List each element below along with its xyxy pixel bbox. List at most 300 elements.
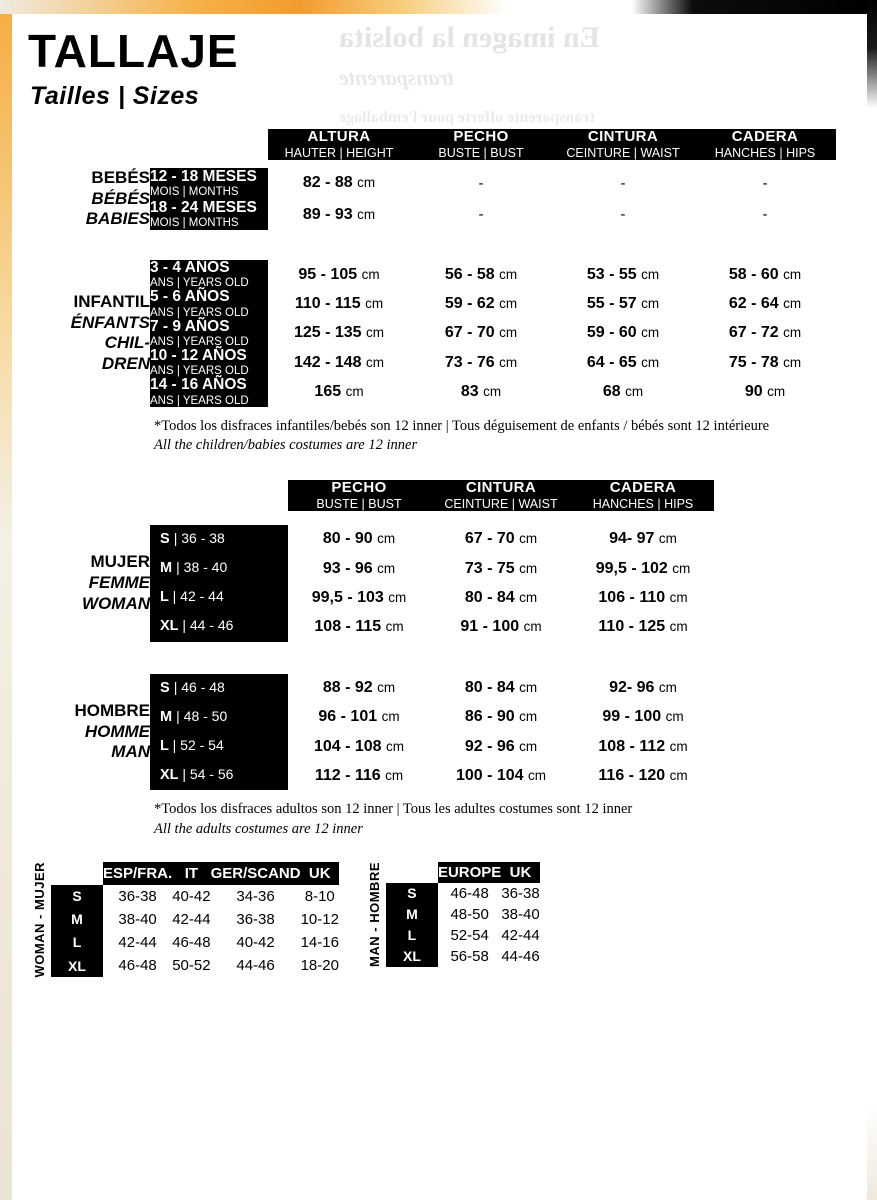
conv-value: 48-50 — [450, 905, 489, 923]
size-secondary: MOIS | MONTHS — [150, 186, 239, 199]
unit: cm — [385, 767, 404, 783]
value: 67 - 70 — [464, 530, 515, 548]
unit: cm — [669, 618, 688, 634]
spacer — [28, 480, 150, 511]
table-row — [28, 289, 836, 318]
spacer — [51, 862, 103, 885]
spacer — [28, 129, 150, 160]
value: 80 - 84 — [464, 679, 515, 697]
unit: cm — [381, 709, 400, 725]
size-cell — [150, 732, 288, 761]
unit: cm — [377, 680, 396, 696]
conv-value: 46-48 — [450, 884, 489, 902]
value-cintura — [430, 732, 572, 761]
value-cadera — [694, 289, 836, 318]
value-cintura — [430, 554, 572, 583]
conv-size-m: M — [51, 908, 103, 931]
conversion-table-woman — [28, 862, 339, 978]
header-title: CINTURA — [587, 128, 659, 145]
conv-value: 40-42 — [172, 887, 211, 905]
conv-value: 36-38 — [501, 884, 540, 902]
value: 62 - 64 — [728, 295, 779, 313]
conv-header-uk: UK — [501, 862, 539, 883]
conv-value: 46-48 — [118, 957, 157, 975]
size-primary: 18 - 24 MESES — [150, 198, 257, 216]
value: 73 - 75 — [464, 559, 515, 577]
size-cell — [150, 377, 268, 406]
unit: cm — [483, 384, 502, 400]
conv-header-it: IT — [172, 862, 210, 885]
spacer — [386, 862, 438, 883]
unit: cm — [523, 618, 542, 634]
value-cadera — [572, 732, 714, 761]
value: 86 - 90 — [464, 708, 515, 726]
column-header-pecho — [410, 129, 552, 160]
value-cintura: - — [620, 174, 626, 192]
conv-size-xl: XL — [386, 946, 438, 967]
value: 75 - 78 — [728, 353, 779, 371]
value: 110 - 125 — [598, 617, 666, 635]
conv-value: 34-36 — [236, 887, 275, 905]
group-label-woman — [28, 525, 150, 642]
size-primary — [160, 767, 278, 783]
man-conversion-grid — [386, 862, 540, 967]
value: 58 - 60 — [728, 265, 779, 283]
unit: cm — [357, 175, 376, 191]
unit: cm — [366, 325, 385, 341]
conversion-vertical-label-man: MAN - HOMBRE — [366, 861, 382, 967]
size-primary — [160, 738, 278, 754]
unit: cm — [519, 531, 538, 547]
size-number: | 46 - 48 — [173, 678, 225, 695]
unit: cm — [783, 325, 802, 341]
children-note — [154, 417, 867, 456]
header-title: ALTURA — [307, 128, 371, 145]
size-cell — [150, 703, 288, 732]
value-cadera — [572, 525, 714, 554]
value-cadera — [572, 554, 714, 583]
value-altura — [268, 319, 410, 348]
conv-value: 56-58 — [450, 947, 489, 965]
size-number: | 42 - 44 — [172, 588, 224, 605]
group-label-en-2: DREN — [101, 354, 150, 374]
size-secondary: ANS | YEARS OLD — [150, 277, 249, 290]
unit: cm — [783, 354, 802, 370]
unit: cm — [388, 589, 407, 605]
header-subtitle: BUSTE | BUST — [316, 496, 402, 511]
column-header-cintura — [552, 129, 694, 160]
size-cell — [150, 199, 268, 230]
page-subtitle: Tailles | Sizes — [30, 82, 200, 110]
unit: cm — [345, 384, 364, 400]
size-primary: 3 - 4 AÑOS — [150, 259, 230, 277]
group-label-children — [28, 260, 150, 407]
group-label-en-1: CHIL- — [104, 333, 150, 353]
column-header-cadera — [694, 129, 836, 160]
value-pecho — [410, 348, 552, 377]
table-row — [28, 199, 836, 230]
value-cintura — [552, 289, 694, 318]
value-cadera — [694, 377, 836, 406]
size-number: | 52 - 54 — [172, 737, 224, 754]
conv-value: 42-44 — [501, 926, 540, 944]
conv-value: 46-48 — [172, 933, 211, 951]
conv-size-l: L — [51, 931, 103, 954]
value-altura — [268, 260, 410, 289]
conv-size-xl: XL — [51, 954, 103, 977]
spacer-row — [28, 230, 836, 260]
value-altura — [268, 199, 410, 230]
value: 100 - 104 — [455, 766, 524, 784]
header-subtitle: CEINTURE | WAIST — [444, 496, 558, 511]
scan-edge-top — [0, 0, 877, 14]
value: 59 - 60 — [586, 324, 637, 342]
size-letter: M — [160, 708, 173, 725]
value-cadera — [572, 583, 714, 612]
size-primary — [160, 618, 278, 634]
value: 165 — [314, 383, 342, 401]
value: 90 — [744, 383, 763, 401]
unit: cm — [672, 560, 691, 576]
unit: cm — [366, 354, 385, 370]
value: 91 - 100 — [460, 617, 520, 635]
value: 99 - 100 — [602, 708, 662, 726]
value: 64 - 65 — [586, 353, 637, 371]
conv-value: 44-46 — [501, 947, 540, 965]
value: 110 - 115 — [294, 295, 361, 313]
header-title: PECHO — [331, 478, 387, 496]
unit: cm — [767, 384, 786, 400]
conv-size-s: S — [386, 883, 438, 904]
value: 104 - 108 — [313, 737, 382, 755]
size-letter: XL — [160, 767, 179, 784]
unit: cm — [641, 325, 660, 341]
value-cadera: - — [762, 206, 768, 224]
conv-value: 42-44 — [118, 933, 157, 951]
unit: cm — [658, 680, 677, 696]
size-primary: 10 - 12 AÑOS — [150, 347, 247, 365]
unit: cm — [641, 354, 660, 370]
group-label-es: MUJER — [90, 552, 150, 572]
size-cell — [150, 612, 288, 641]
conv-size-m: M — [386, 904, 438, 925]
size-secondary: ANS | YEARS OLD — [150, 306, 249, 319]
unit: cm — [669, 589, 688, 605]
unit: cm — [783, 296, 802, 312]
value: 83 — [460, 383, 479, 401]
unit: cm — [519, 680, 538, 696]
value-pecho: - — [478, 206, 484, 224]
conv-value: 8-10 — [304, 887, 335, 905]
size-letter: S — [160, 530, 170, 547]
value-cintura — [552, 319, 694, 348]
conv-header-esp-fra: ESP/FRA. — [103, 862, 172, 885]
size-cell — [150, 525, 288, 554]
conv-value: 42-44 — [172, 910, 211, 928]
group-label-en: WOMAN — [82, 593, 150, 613]
conversion-tables — [28, 862, 867, 978]
unit: cm — [528, 767, 547, 783]
table-row — [386, 925, 540, 946]
column-header-altura — [268, 129, 410, 160]
size-number: | 36 - 38 — [173, 529, 225, 546]
bleed-line-1: En imagen la bolsita — [339, 21, 600, 54]
value: 96 - 101 — [318, 708, 378, 726]
value-pecho — [288, 674, 430, 703]
value-cadera — [694, 348, 836, 377]
size-cell — [150, 319, 268, 348]
header-title: CADERA — [609, 478, 677, 496]
scan-edge-left — [0, 14, 12, 1200]
size-letter: L — [160, 589, 169, 606]
value-cintura: - — [620, 206, 626, 224]
size-primary: 5 - 6 AÑOS — [150, 288, 230, 306]
table-row — [28, 348, 836, 377]
table-row — [51, 931, 339, 954]
unit: cm — [519, 589, 538, 605]
note-line-1: *Todos los disfraces infantiles/bebés son 12 inner | Tous déguisement de enfants / bébés sont 12 intérieure — [154, 417, 770, 434]
group-label-es: INFANTIL — [73, 291, 150, 311]
value: 142 - 148 — [293, 353, 362, 371]
conv-value: 50-52 — [172, 957, 211, 975]
header-subtitle: HANCHES | HIPS — [714, 145, 816, 160]
table-row — [386, 946, 540, 967]
value: 125 - 135 — [293, 324, 362, 342]
conv-value: 14-16 — [300, 933, 339, 951]
unit: cm — [365, 296, 384, 312]
value-pecho: - — [478, 174, 484, 192]
value: 99,5 - 102 — [595, 559, 668, 577]
value-pecho — [288, 525, 430, 554]
children-size-table — [28, 129, 836, 407]
conv-header-uk: UK — [301, 862, 339, 885]
header-subtitle: BUSTE | BUST — [438, 145, 524, 160]
value-cintura — [430, 761, 572, 790]
conv-value: 18-20 — [300, 957, 339, 975]
bleed-line-3: transparente offerte pour l'emballage — [339, 109, 595, 126]
conversion-vertical-label-woman: WOMAN - MUJER — [32, 861, 47, 978]
table-row — [386, 883, 540, 904]
unit: cm — [499, 354, 518, 370]
conv-value: 52-54 — [450, 926, 489, 944]
value-pecho — [410, 289, 552, 318]
column-header-pecho — [288, 480, 430, 511]
unit: cm — [519, 560, 538, 576]
unit: cm — [357, 206, 376, 222]
size-cell — [150, 554, 288, 583]
header-title: CADERA — [731, 128, 799, 145]
unit: cm — [499, 325, 518, 341]
value: 93 - 96 — [322, 559, 373, 577]
size-cell — [150, 348, 268, 377]
unit: cm — [625, 384, 644, 400]
document-content — [12, 14, 867, 977]
table-row — [386, 862, 540, 883]
value-cintura — [430, 703, 572, 732]
size-number: | 38 - 40 — [176, 558, 228, 575]
value: 106 - 110 — [598, 588, 666, 606]
note-line-1: *Todos los disfraces adultos son 12 inner | Tous les adultes costumes sont 12 inner — [154, 801, 633, 818]
column-header-cadera — [572, 480, 714, 511]
size-secondary: ANS | YEARS OLD — [150, 394, 249, 407]
unit: cm — [669, 738, 688, 754]
value-altura — [268, 168, 410, 199]
size-cell — [150, 168, 268, 199]
value: 108 - 115 — [314, 617, 382, 635]
group-label-en: BABIES — [85, 209, 150, 229]
group-label-en: MAN — [111, 742, 150, 762]
conversion-table-man — [363, 862, 540, 967]
size-cell — [150, 761, 288, 790]
conv-header-ger-scand: GER/SCAND — [211, 862, 301, 885]
value-cintura — [552, 260, 694, 289]
value-pecho — [288, 612, 430, 641]
size-cell — [150, 260, 268, 289]
value-altura — [268, 377, 410, 406]
size-cell — [150, 674, 288, 703]
column-header-cintura — [430, 480, 572, 511]
value: 67 - 72 — [728, 324, 779, 342]
value-pecho — [410, 260, 552, 289]
size-secondary: ANS | YEARS OLD — [150, 336, 249, 348]
conv-value: 10-12 — [300, 910, 339, 928]
header-subtitle: HANCHES | HIPS — [592, 496, 694, 511]
conv-value: 38-40 — [118, 910, 157, 928]
value-cadera — [572, 674, 714, 703]
value-cadera — [694, 260, 836, 289]
size-letter: L — [160, 738, 169, 755]
size-number: | 48 - 50 — [176, 707, 228, 724]
spacer-row — [28, 160, 836, 168]
unit: cm — [658, 531, 677, 547]
size-primary: 14 - 16 AÑOS — [150, 376, 247, 394]
value-cadera — [572, 761, 714, 790]
unit: cm — [519, 709, 538, 725]
spacer-row — [28, 511, 714, 525]
conv-value: 36-38 — [236, 910, 275, 928]
value-pecho — [288, 583, 430, 612]
spacer-row — [28, 642, 714, 674]
size-secondary: MOIS | MONTHS — [150, 217, 239, 230]
note-line-2: All the children/babies costumes are 12 inner — [154, 437, 418, 454]
unit: cm — [386, 738, 405, 754]
value: 89 - 93 — [302, 205, 353, 223]
header-subtitle: CEINTURE | WAIST — [566, 145, 680, 160]
group-label-fr: ÉNFANTS — [70, 312, 150, 332]
conv-size-s: S — [51, 885, 103, 908]
size-cell — [150, 289, 268, 318]
table-row — [386, 904, 540, 925]
value-pecho — [288, 732, 430, 761]
value-cadera: - — [762, 174, 768, 192]
size-primary — [160, 531, 278, 547]
value-cadera — [572, 612, 714, 641]
value: 68 — [602, 383, 621, 401]
children-header-row — [28, 129, 836, 160]
conv-header-europe: EUROPE — [437, 863, 502, 881]
value-altura — [268, 348, 410, 377]
unit: cm — [641, 266, 660, 282]
value-cadera — [694, 319, 836, 348]
adult-note — [154, 800, 867, 839]
spacer — [150, 129, 268, 160]
value: 95 - 105 — [298, 265, 358, 283]
table-row — [28, 525, 714, 554]
group-label-fr: HOMME — [84, 721, 150, 741]
value: 56 - 58 — [444, 265, 495, 283]
unit: cm — [499, 266, 518, 282]
size-secondary: ANS | YEARS OLD — [150, 365, 249, 378]
value: 59 - 62 — [444, 295, 495, 313]
value-cintura — [430, 583, 572, 612]
size-letter: M — [160, 559, 173, 576]
page-title: TALLAJE — [28, 25, 239, 77]
table-row — [51, 862, 339, 885]
size-primary: 12 - 18 MESES — [150, 167, 257, 185]
value: 82 - 88 — [302, 174, 353, 192]
group-label-es: HOMBRE — [74, 700, 150, 720]
value: 94- 97 — [609, 530, 655, 548]
size-primary — [160, 680, 278, 696]
value: 80 - 90 — [322, 530, 373, 548]
value-pecho — [410, 319, 552, 348]
size-number: | 54 - 56 — [182, 766, 234, 783]
unit: cm — [783, 266, 802, 282]
value: 92- 96 — [609, 679, 655, 697]
value: 99,5 - 103 — [311, 588, 384, 606]
table-row — [28, 674, 714, 703]
header-subtitle: HAUTER | HEIGHT — [284, 145, 394, 160]
value-pecho — [288, 761, 430, 790]
table-row — [28, 377, 836, 406]
unit: cm — [499, 296, 518, 312]
unit: cm — [385, 618, 404, 634]
value-pecho — [288, 554, 430, 583]
unit: cm — [669, 767, 688, 783]
table-row — [51, 954, 339, 977]
size-primary — [160, 560, 278, 576]
size-primary — [160, 589, 278, 605]
unit: cm — [665, 709, 684, 725]
adult-header-row — [28, 480, 714, 511]
value: 108 - 112 — [598, 737, 666, 755]
unit: cm — [519, 738, 538, 754]
spacer — [150, 480, 288, 511]
value: 55 - 57 — [586, 295, 637, 313]
size-number: | 44 - 46 — [182, 617, 234, 634]
value: 116 - 120 — [598, 766, 666, 784]
value: 67 - 70 — [444, 324, 495, 342]
value-cintura — [430, 674, 572, 703]
conv-value: 36-38 — [118, 887, 157, 905]
group-label-babies — [28, 168, 150, 230]
table-row — [51, 885, 339, 908]
header-title: CINTURA — [465, 478, 537, 496]
value-altura — [268, 289, 410, 318]
woman-conversion-grid — [51, 862, 339, 978]
value-pecho — [288, 703, 430, 732]
size-letter: XL — [160, 618, 179, 635]
table-row — [28, 319, 836, 348]
conv-size-l: L — [386, 925, 438, 946]
value-cintura — [552, 348, 694, 377]
table-row — [51, 908, 339, 931]
unit: cm — [377, 531, 396, 547]
group-label-es: BEBÉS — [91, 167, 150, 187]
group-label-fr: BÉBÉS — [91, 188, 150, 208]
header-title: PECHO — [453, 128, 509, 145]
value: 112 - 116 — [314, 766, 381, 784]
